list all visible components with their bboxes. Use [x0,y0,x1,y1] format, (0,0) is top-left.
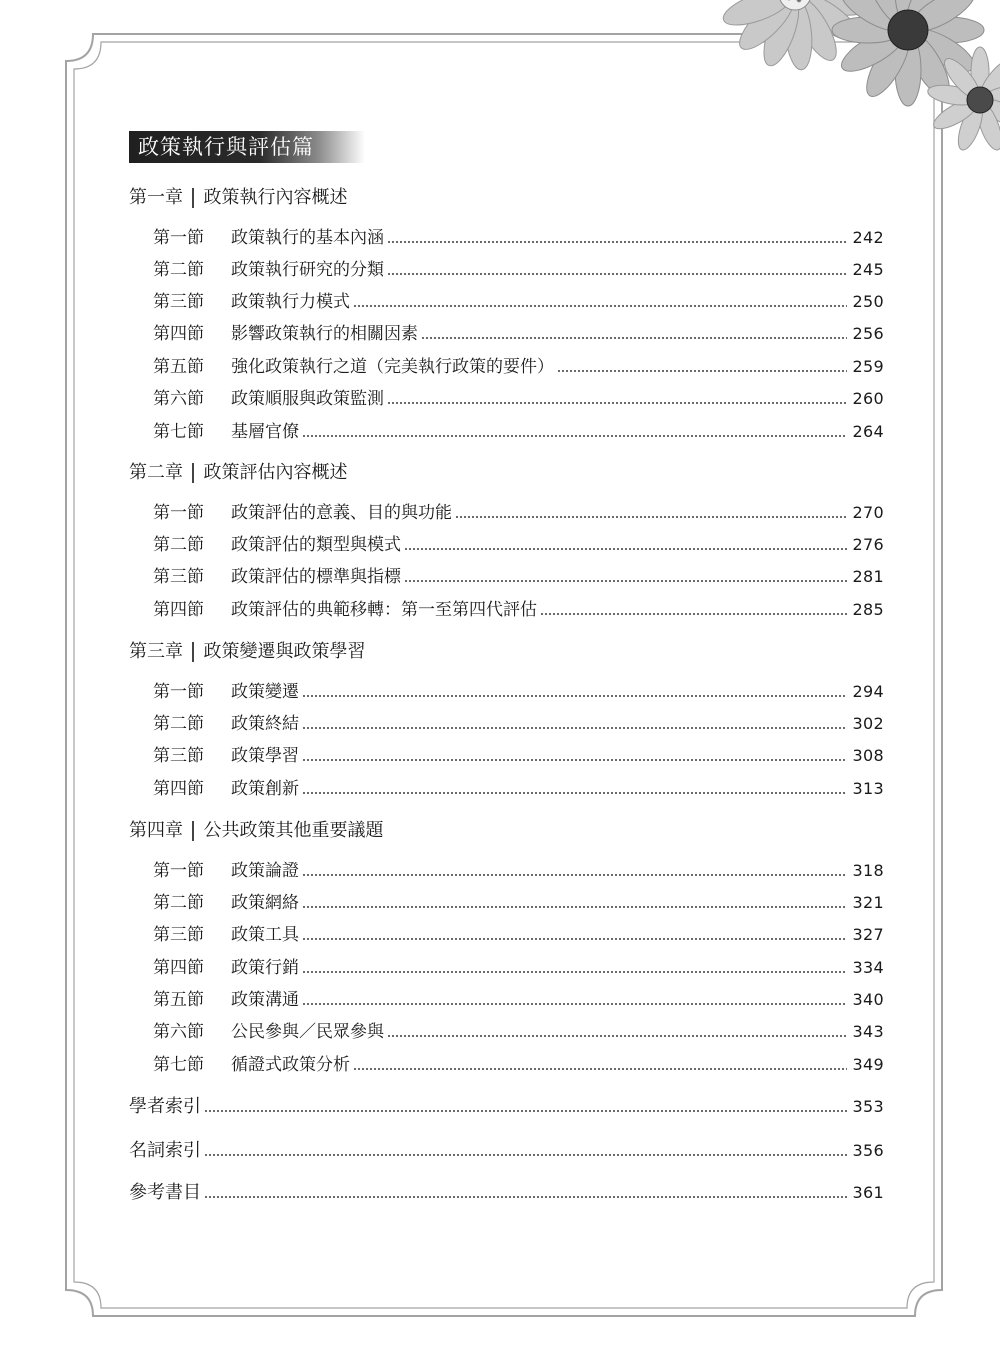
chapter-divider [192,463,194,483]
dot-leader [302,727,847,729]
toc-entry[interactable] [153,533,884,557]
page-number: 264 [852,422,884,441]
section-title: 政策行銷 [231,958,299,978]
section-number: 第三節 [153,292,204,312]
page-number: 353 [852,1097,884,1116]
part-title: 政策執行與評估篇 [129,131,365,163]
section-title: 政策終結 [231,714,299,734]
page-number: 245 [852,260,884,279]
dot-leader [302,792,847,794]
page-number: 259 [852,357,884,376]
flower-decoration-icon [680,0,1000,170]
page-number: 270 [852,503,884,522]
section-title: 政策變遷 [231,682,299,702]
toc-entry[interactable] [153,1053,884,1077]
page-number: 294 [852,682,884,701]
chapter-heading[interactable] [129,818,384,844]
section-title: 循證式政策分析 [231,1055,350,1075]
section-number: 第一節 [153,861,204,881]
section-title: 政策學習 [231,746,299,766]
page-number: 276 [852,535,884,554]
chapter-title: 公共政策其他重要議題 [203,820,384,841]
dot-leader [204,1154,847,1156]
section-title: 政策執行的基本內涵 [231,228,384,248]
chapter-divider [192,642,194,662]
page-number: 250 [852,292,884,311]
dot-leader [302,1003,847,1005]
dot-leader [302,759,847,761]
section-number: 第七節 [153,422,204,442]
section-title: 政策網絡 [231,893,299,913]
page-number: 256 [852,324,884,343]
section-title: 政策評估的典範移轉：第一至第四代評估 [231,600,537,620]
dot-leader [302,906,847,908]
section-title: 政策評估的標準與指標 [231,567,401,587]
page-number: 361 [852,1183,884,1202]
page-number: 260 [852,389,884,408]
dot-leader [353,1068,847,1070]
section-number: 第一節 [153,228,204,248]
section-number: 第二節 [153,714,204,734]
section-number: 第三節 [153,746,204,766]
toc-entry[interactable] [153,565,884,589]
chapter-title: 政策執行內容概述 [203,187,348,208]
page-number: 343 [852,1022,884,1041]
toc-entry[interactable] [153,859,884,883]
dot-leader [540,613,847,615]
dot-leader [455,516,847,518]
page-number: 313 [852,779,884,798]
toc-entry[interactable] [153,290,884,314]
section-title: 基層官僚 [231,422,299,442]
page-number: 321 [852,893,884,912]
index-title: 參考書目 [129,1182,201,1203]
toc-entry[interactable] [153,712,884,736]
page-number: 242 [852,228,884,247]
section-title: 政策工具 [231,925,299,945]
page-number: 285 [852,600,884,619]
toc-entry[interactable] [153,258,884,282]
page-number: 334 [852,958,884,977]
chapter-label: 第二章 [129,462,183,483]
section-number: 第四節 [153,779,204,799]
chapter-heading[interactable] [129,185,348,211]
chapter-heading[interactable] [129,639,366,665]
chapter-label: 第一章 [129,187,183,208]
section-title: 政策執行研究的分類 [231,260,384,280]
section-title: 政策順服與政策監測 [231,389,384,409]
section-title: 政策溝通 [231,990,299,1010]
dot-leader [557,370,847,372]
chapter-heading[interactable] [129,460,348,486]
toc-entry[interactable] [153,988,884,1012]
page-number: 340 [852,990,884,1009]
index-entry[interactable] [129,1138,884,1164]
dot-leader [302,971,847,973]
dot-leader [302,695,847,697]
chapter-title: 政策評估內容概述 [203,462,348,483]
section-title: 政策評估的類型與模式 [231,535,401,555]
dot-leader [204,1196,847,1198]
dot-leader [204,1110,847,1112]
chapter-title: 政策變遷與政策學習 [203,641,366,662]
section-number: 第四節 [153,324,204,344]
section-number: 第二節 [153,535,204,555]
dot-leader [404,548,847,550]
section-number: 第五節 [153,990,204,1010]
page-number: 356 [852,1141,884,1160]
index-entry[interactable] [129,1180,884,1206]
section-number: 第二節 [153,260,204,280]
index-entry[interactable] [129,1094,884,1120]
dot-leader [387,241,847,243]
dot-leader [387,1035,847,1037]
chapter-divider [192,188,194,208]
toc-entry[interactable] [153,923,884,947]
dot-leader [387,273,847,275]
page-number: 281 [852,567,884,586]
chapter-label: 第四章 [129,820,183,841]
section-number: 第二節 [153,893,204,913]
dot-leader [302,874,847,876]
page-number: 327 [852,925,884,944]
section-number: 第一節 [153,503,204,523]
page-number: 349 [852,1055,884,1074]
toc-entry[interactable] [153,420,884,444]
chapter-label: 第三章 [129,641,183,662]
index-title: 名詞索引 [129,1140,201,1161]
section-title: 強化政策執行之道（完美執行政策的要件） [231,357,554,377]
dot-leader [302,435,847,437]
dot-leader [421,337,847,339]
dot-leader [353,305,847,307]
section-number: 第六節 [153,1022,204,1042]
page-number: 302 [852,714,884,733]
section-title: 公民參與／民眾參與 [231,1022,384,1042]
toc-entry[interactable] [153,598,884,622]
dot-leader [404,580,847,582]
section-title: 政策執行力模式 [231,292,350,312]
section-number: 第三節 [153,925,204,945]
toc-entry[interactable] [153,322,884,346]
toc-entry[interactable] [153,1020,884,1044]
index-title: 學者索引 [129,1096,201,1117]
section-number: 第三節 [153,567,204,587]
toc-entry[interactable] [153,891,884,915]
toc-entry[interactable] [153,387,884,411]
dot-leader [387,402,847,404]
toc-entry[interactable] [153,680,884,704]
page-number: 308 [852,746,884,765]
toc-entry[interactable] [153,501,884,525]
toc-entry[interactable] [153,777,884,801]
section-title: 政策論證 [231,861,299,881]
dot-leader [302,938,847,940]
chapter-divider [192,821,194,841]
section-number: 第四節 [153,958,204,978]
section-number: 第四節 [153,600,204,620]
toc-entry[interactable] [153,744,884,768]
toc-entry[interactable] [153,956,884,980]
page-number: 318 [852,861,884,880]
toc-entry[interactable] [153,226,884,250]
section-title: 影響政策執行的相關因素 [231,324,418,344]
section-title: 政策創新 [231,779,299,799]
section-number: 第六節 [153,389,204,409]
section-number: 第七節 [153,1055,204,1075]
section-number: 第五節 [153,357,204,377]
section-number: 第一節 [153,682,204,702]
toc-entry[interactable] [153,355,884,379]
section-title: 政策評估的意義、目的與功能 [231,503,452,523]
